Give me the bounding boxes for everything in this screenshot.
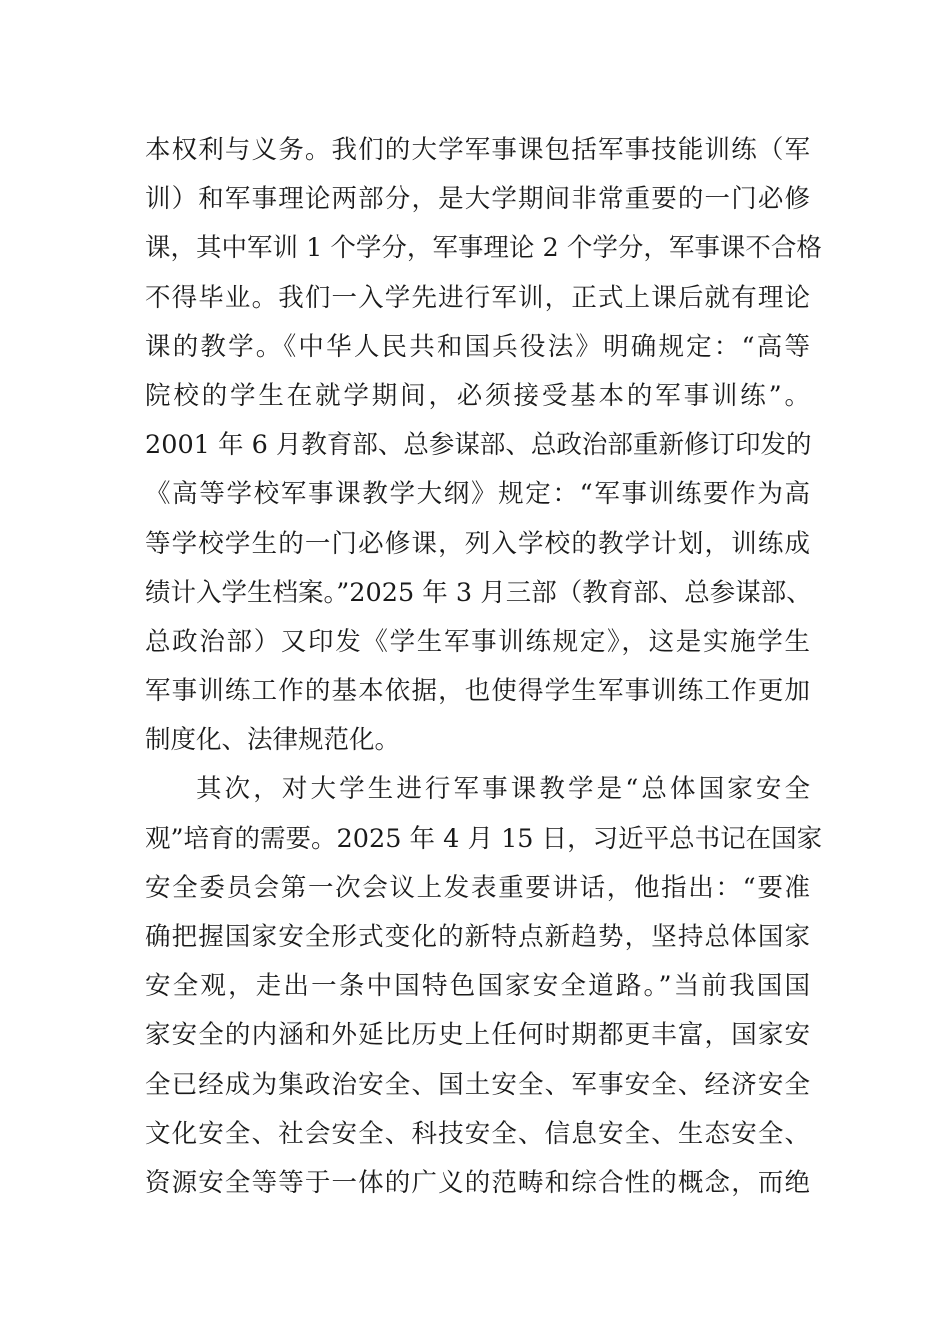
text-line: 安全观，走出一条中国特色国家安全道路。”当前我国国 bbox=[145, 971, 810, 1002]
text-line: 军事训练工作的基本依据，也使得学生军事训练工作更加 bbox=[145, 676, 810, 707]
paragraph-end-line: 制度化、法律规范化。 bbox=[145, 725, 401, 756]
text-line: 总政治部）又印发《学生军事训练规定》，这是实施学生 bbox=[145, 626, 810, 657]
text-line: 训）和军事理论两部分，是大学期间非常重要的一门必修 bbox=[145, 184, 810, 215]
text-line: 绩计入学生档案。”2025 年 3 月三部（教育部、总参谋部、 bbox=[145, 577, 812, 608]
text-line: 确把握国家安全形式变化的新特点新趋势，坚持总体国家 bbox=[145, 922, 810, 952]
text-line: 2001 年 6 月教育部、总参谋部、总政治部重新修订印发的 bbox=[145, 430, 812, 461]
body-text bbox=[145, 126, 823, 1208]
text-line: 家安全的内涵和外延比历史上任何时期都更丰富，国家安 bbox=[145, 1020, 810, 1051]
paragraph-start-line: 其次，对大学生进行军事课教学是“总体国家安全 bbox=[196, 774, 810, 805]
text-line: 不得毕业。我们一入学先进行军训，正式上课后就有理论 bbox=[145, 282, 810, 313]
text-line: 文化安全、社会安全、科技安全、信息安全、生态安全、 bbox=[145, 1118, 810, 1149]
text-line: 安全委员会第一次会议上发表重要讲话，他指出：“要准 bbox=[145, 872, 810, 903]
text-line: 等学校学生的一门必修课，列入学校的教学计划，训练成 bbox=[145, 528, 810, 559]
text-line: 院校的学生在就学期间，必须接受基本的军事训练”。 bbox=[145, 380, 810, 411]
text-line: 《高等学校军事课教学大纲》规定：“军事训练要作为高 bbox=[145, 479, 810, 510]
text-line: 课，其中军训 1 个学分，军事理论 2 个学分，军事课不合格 bbox=[145, 233, 822, 264]
text-line: 全已经成为集政治安全、国土安全、军事安全、经济安全 bbox=[145, 1069, 810, 1100]
text-line: 观”培育的需要。2025 年 4 月 15 日，习近平总书记在国家 bbox=[145, 823, 823, 854]
text-line: 本权利与义务。我们的大学军事课包括军事技能训练（军 bbox=[145, 135, 810, 165]
text-line: 资源安全等等于一体的广义的范畴和综合性的概念，而绝 bbox=[145, 1167, 810, 1198]
text-line: 课的教学。《中华人民共和国兵役法》明确规定：“高等 bbox=[145, 331, 810, 362]
